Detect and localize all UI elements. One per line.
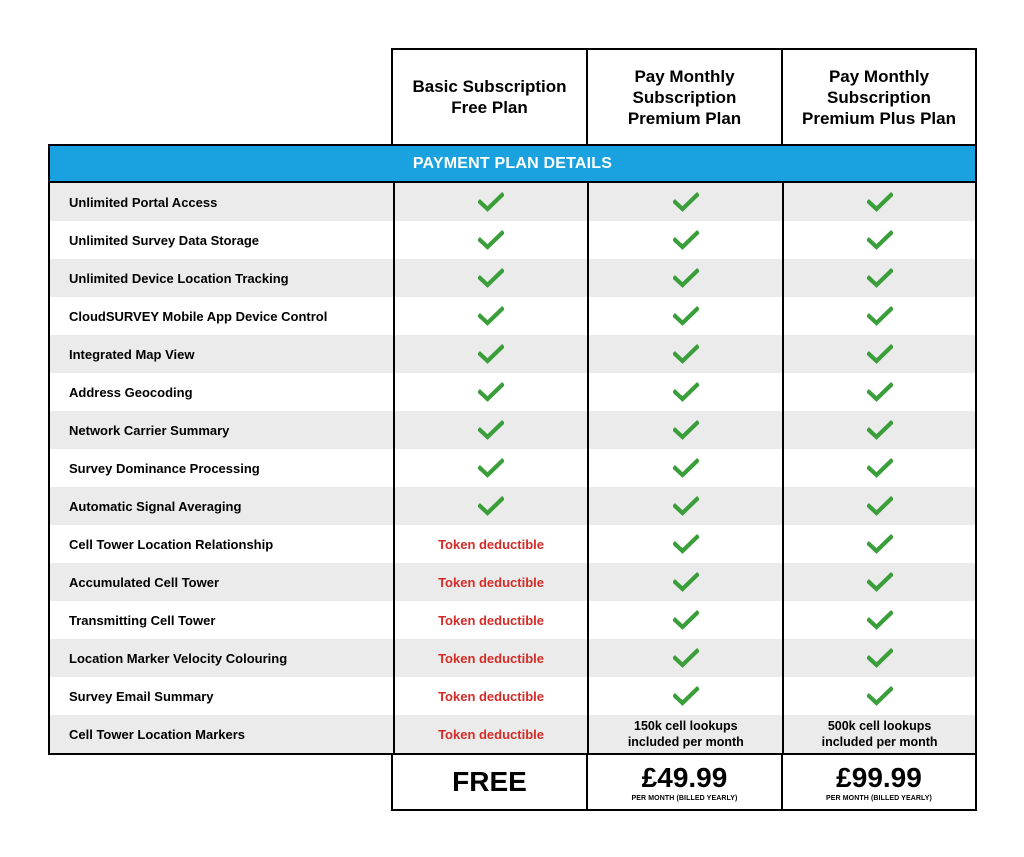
feature-cell-premium <box>587 335 782 373</box>
feature-label: Cell Tower Location Relationship <box>69 536 274 552</box>
price-note-premium-plus: PER MONTH (BILLED YEARLY) <box>826 794 932 802</box>
feature-cell-premium-plus <box>782 601 975 639</box>
feature-label: Unlimited Portal Access <box>69 194 218 210</box>
checkmark-icon <box>867 344 893 364</box>
feature-cell-basic <box>393 373 588 411</box>
feature-cell-premium-plus <box>782 259 975 297</box>
checkmark-icon <box>867 572 893 592</box>
feature-table <box>48 183 977 755</box>
checkmark-icon <box>478 458 504 478</box>
feature-row <box>50 487 975 525</box>
payment-plan-banner <box>48 144 977 183</box>
feature-cell-basic <box>393 449 588 487</box>
feature-label: Integrated Map View <box>69 346 195 362</box>
feature-cell-premium-plus <box>782 487 975 525</box>
feature-cell-basic <box>393 335 588 373</box>
feature-cell-basic <box>393 297 588 335</box>
feature-label: Unlimited Device Location Tracking <box>69 270 289 286</box>
feature-row <box>50 221 975 259</box>
checkmark-icon <box>867 458 893 478</box>
feature-row <box>50 639 975 677</box>
feature-cell-premium <box>587 449 782 487</box>
checkmark-icon <box>673 230 699 250</box>
checkmark-icon <box>867 268 893 288</box>
price-cell-premium <box>586 755 783 811</box>
feature-cell-basic <box>393 715 588 753</box>
feature-row <box>50 563 975 601</box>
checkmark-icon <box>478 344 504 364</box>
checkmark-icon <box>867 534 893 554</box>
plan-header-basic <box>391 48 588 144</box>
feature-cell-premium-plus <box>782 563 975 601</box>
token-deductible-label: Token deductible <box>438 726 544 742</box>
feature-label: CloudSURVEY Mobile App Device Control <box>69 308 328 324</box>
checkmark-icon <box>673 306 699 326</box>
checkmark-icon <box>673 572 699 592</box>
feature-cell-premium-plus <box>782 297 975 335</box>
checkmark-icon <box>867 610 893 630</box>
plan-header-premium-plus <box>781 48 977 144</box>
price-premium-plus: £99.99 <box>836 761 922 793</box>
feature-cell-basic <box>393 677 588 715</box>
plan-name-premium-plus: Pay Monthly Subscription Premium Plus Plan <box>802 66 956 128</box>
feature-cell-premium-plus <box>782 221 975 259</box>
checkmark-icon <box>673 420 699 440</box>
feature-cell-premium-plus <box>782 449 975 487</box>
feature-cell-premium <box>587 183 782 221</box>
checkmark-icon <box>867 382 893 402</box>
feature-row <box>50 183 975 221</box>
feature-label: Unlimited Survey Data Storage <box>69 232 259 248</box>
feature-row <box>50 411 975 449</box>
feature-label: Survey Dominance Processing <box>69 460 260 476</box>
feature-cell-premium-plus <box>782 525 975 563</box>
feature-cell-basic <box>393 183 588 221</box>
feature-row <box>50 335 975 373</box>
feature-cell-premium-plus <box>782 411 975 449</box>
feature-cell-premium <box>587 639 782 677</box>
plan-name-premium: Pay Monthly Subscription Premium Plan <box>627 66 742 128</box>
feature-label: Accumulated Cell Tower <box>69 574 220 590</box>
feature-cell-basic <box>393 525 588 563</box>
checkmark-icon <box>673 496 699 516</box>
price-note-premium: PER MONTH (BILLED YEARLY) <box>631 794 738 802</box>
checkmark-icon <box>673 534 699 554</box>
feature-cell-basic <box>393 601 588 639</box>
plan-header-premium <box>586 48 783 144</box>
feature-label: Automatic Signal Averaging <box>69 498 242 514</box>
checkmark-icon <box>673 344 699 364</box>
price-premium: £49.99 <box>641 761 728 793</box>
price-cell-premium-plus <box>781 755 977 811</box>
feature-cell-basic <box>393 411 588 449</box>
checkmark-icon <box>867 648 893 668</box>
checkmark-icon <box>673 648 699 668</box>
feature-label: Transmitting Cell Tower <box>69 612 216 628</box>
checkmark-icon <box>478 382 504 402</box>
checkmark-icon <box>867 306 893 326</box>
checkmark-icon <box>478 268 504 288</box>
feature-row <box>50 259 975 297</box>
feature-row <box>50 715 975 753</box>
feature-label: Network Carrier Summary <box>69 422 230 438</box>
feature-row <box>50 373 975 411</box>
feature-cell-premium <box>587 411 782 449</box>
feature-cell-basic <box>393 487 588 525</box>
feature-cell-premium-plus <box>782 183 975 221</box>
checkmark-icon <box>867 686 893 706</box>
feature-label: Cell Tower Location Markers <box>69 726 246 742</box>
feature-cell-basic <box>393 639 588 677</box>
checkmark-icon <box>673 382 699 402</box>
feature-cell-premium <box>587 525 782 563</box>
feature-label: Survey Email Summary <box>69 688 214 704</box>
feature-cell-premium <box>587 715 782 753</box>
checkmark-icon <box>867 192 893 212</box>
feature-cell-premium-plus <box>782 677 975 715</box>
feature-cell-premium-plus <box>782 715 975 753</box>
feature-row <box>50 525 975 563</box>
price-basic: FREE <box>452 766 527 797</box>
token-deductible-label: Token deductible <box>438 688 544 704</box>
feature-cell-premium <box>587 487 782 525</box>
feature-label: Address Geocoding <box>69 384 193 400</box>
feature-cell-premium-plus <box>782 639 975 677</box>
token-deductible-label: Token deductible <box>438 612 544 628</box>
checkmark-icon <box>673 268 699 288</box>
checkmark-icon <box>478 192 504 212</box>
feature-cell-premium <box>587 259 782 297</box>
plan-name-basic: Basic Subscription Free Plan <box>412 77 567 117</box>
feature-cell-premium <box>587 601 782 639</box>
feature-cell-premium <box>587 373 782 411</box>
checkmark-icon <box>673 610 699 630</box>
feature-row <box>50 601 975 639</box>
price-cell-basic <box>391 755 588 811</box>
feature-row <box>50 677 975 715</box>
checkmark-icon <box>478 306 504 326</box>
feature-cell-premium <box>587 297 782 335</box>
checkmark-icon <box>867 496 893 516</box>
feature-row <box>50 297 975 335</box>
feature-cell-basic <box>393 221 588 259</box>
checkmark-icon <box>867 230 893 250</box>
feature-cell-premium <box>587 563 782 601</box>
feature-cell-premium <box>587 221 782 259</box>
checkmark-icon <box>673 458 699 478</box>
checkmark-icon <box>673 686 699 706</box>
checkmark-icon <box>673 192 699 212</box>
checkmark-icon <box>867 420 893 440</box>
feature-cell-basic <box>393 259 588 297</box>
checkmark-icon <box>478 230 504 250</box>
cell-lookup-label: 150k cell lookups included per month <box>627 719 744 749</box>
feature-row <box>50 449 975 487</box>
feature-cell-premium-plus <box>782 373 975 411</box>
feature-cell-premium <box>587 677 782 715</box>
token-deductible-label: Token deductible <box>438 536 544 552</box>
cell-lookup-label: 500k cell lookups included per month <box>821 719 938 749</box>
checkmark-icon <box>478 420 504 440</box>
token-deductible-label: Token deductible <box>438 574 544 590</box>
feature-cell-premium-plus <box>782 335 975 373</box>
feature-cell-basic <box>393 563 588 601</box>
token-deductible-label: Token deductible <box>438 650 544 666</box>
checkmark-icon <box>478 496 504 516</box>
banner-title: PAYMENT PLAN DETAILS <box>412 154 613 172</box>
feature-label: Location Marker Velocity Colouring <box>69 650 288 666</box>
